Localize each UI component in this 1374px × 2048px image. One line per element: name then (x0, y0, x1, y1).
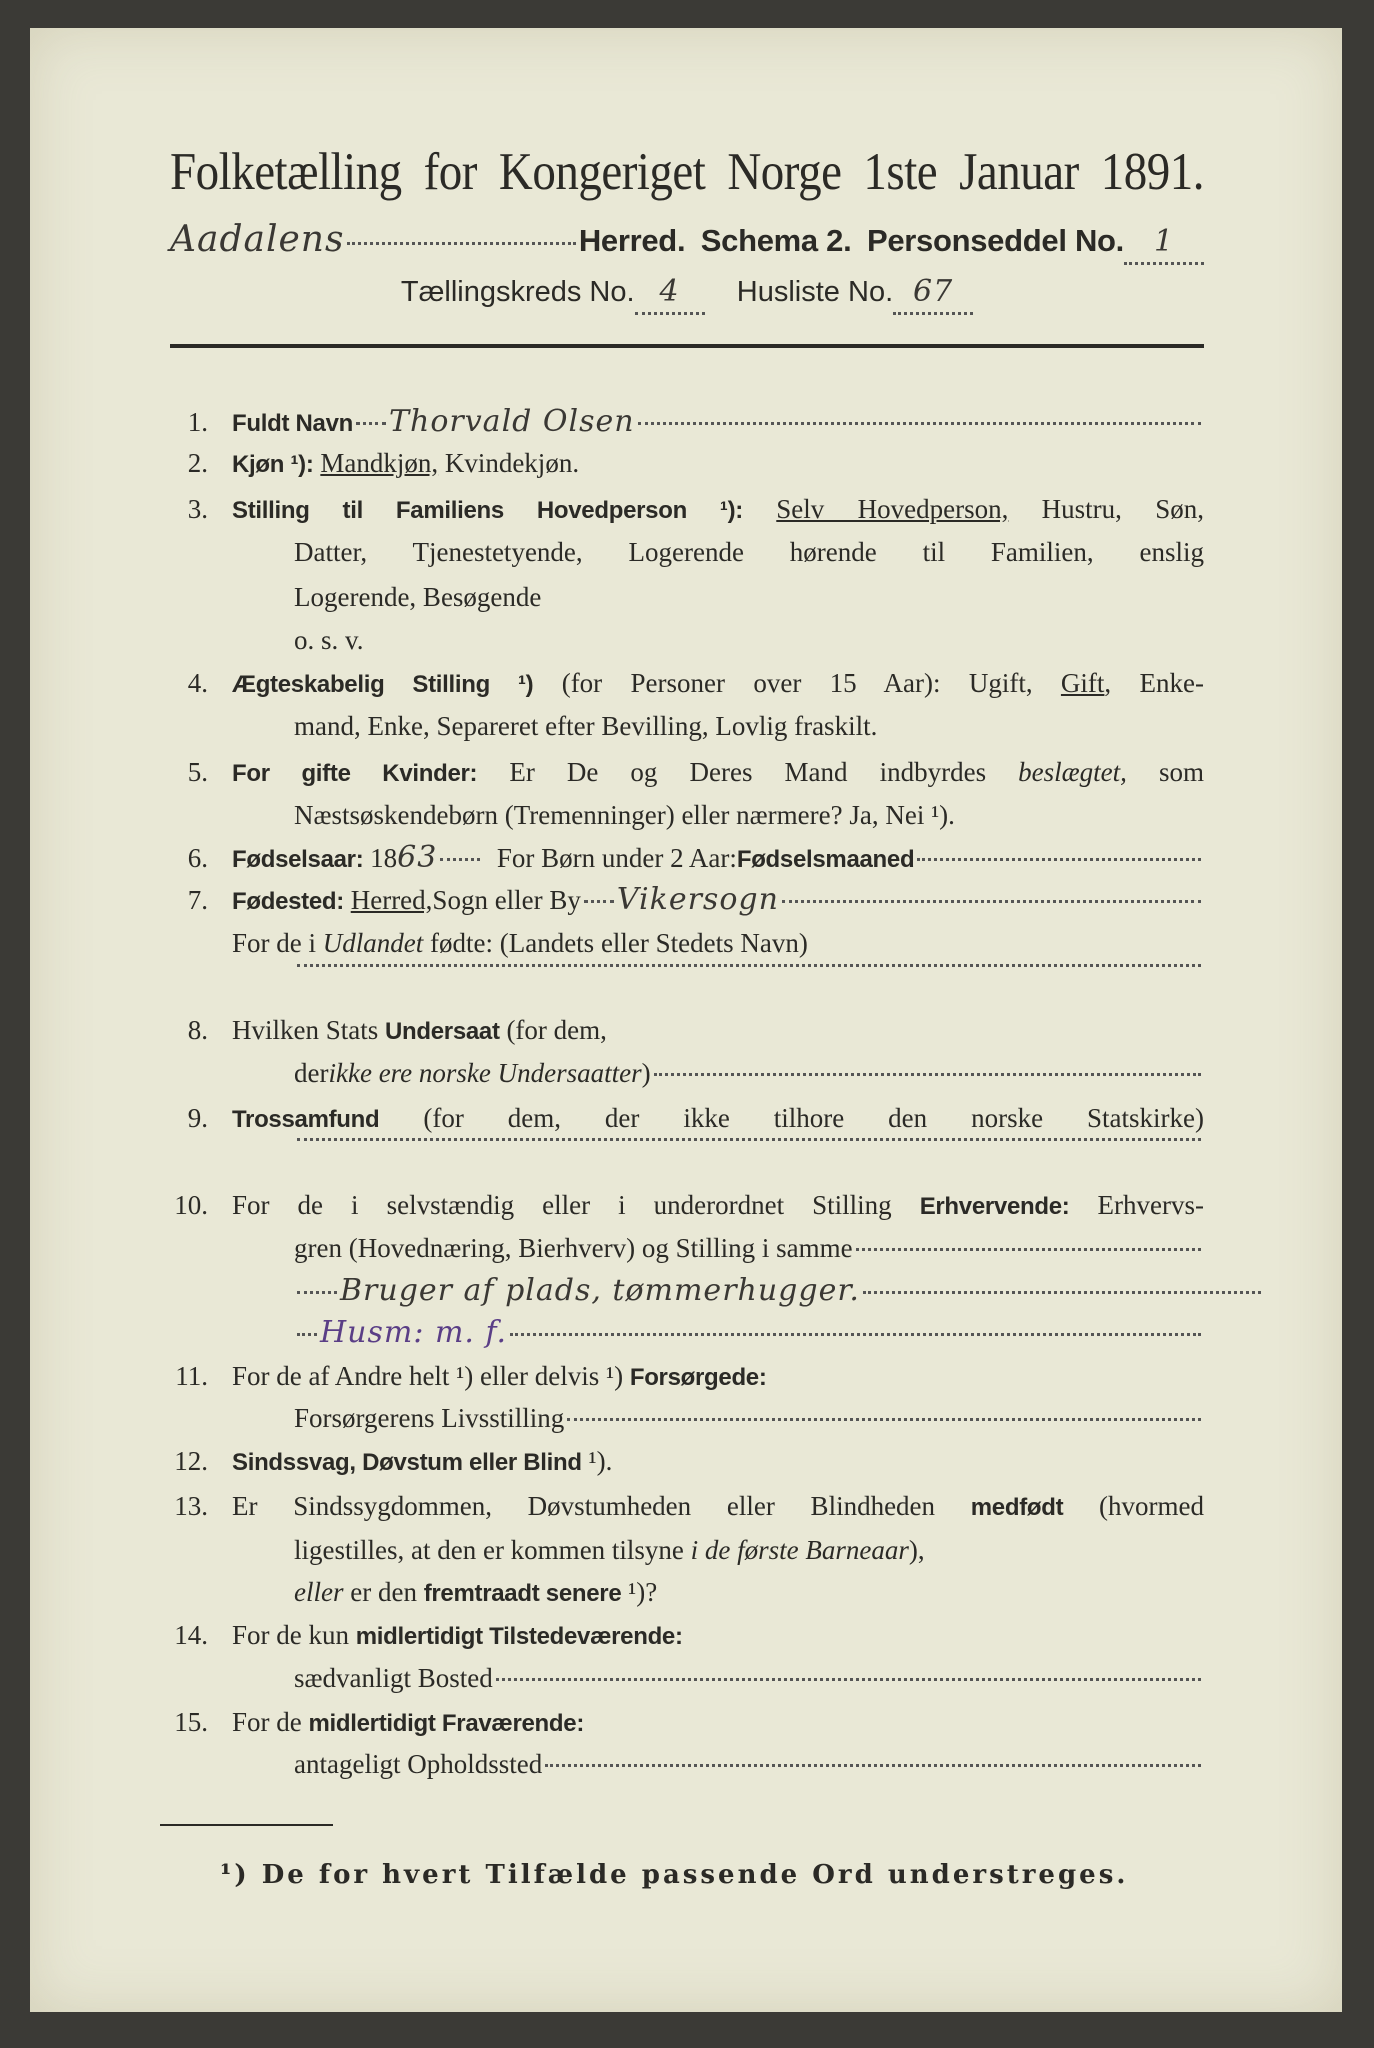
field-label: Trossamfund (232, 1106, 380, 1133)
item-number: 6. (187, 843, 208, 873)
question-text: som (1126, 757, 1205, 787)
footnote-rule (160, 1824, 333, 1826)
question-text: i de første Barneaar (690, 1535, 909, 1565)
option-selected: Mandkjøn, (320, 448, 439, 478)
question-text: For de kun (232, 1620, 356, 1650)
field-label: Sindssvag, Døvstum eller Blind (232, 1449, 582, 1476)
question-text: For de i selvstændig eller i underordnet Stilling (232, 1190, 920, 1220)
question-text: (hvormed (1063, 1491, 1205, 1521)
birth-year-value: 63 (397, 840, 438, 875)
field-label: medfødt (970, 1494, 1064, 1521)
item-number: 11. (175, 1361, 208, 1391)
question-text: Næstsøskendebørn (Tremenninger) eller nærmere? Ja, Nei ¹). (294, 800, 955, 830)
item-number: 15. (174, 1707, 208, 1737)
item-number: 13. (174, 1491, 208, 1521)
item-full-name (232, 405, 1204, 441)
kreds-value: 4 (635, 272, 705, 315)
dotted-leader (297, 1291, 337, 1294)
dotted-leader (496, 1678, 1201, 1681)
field-label: Undersaat (385, 1018, 500, 1045)
occupation-answer-1[interactable] (294, 1274, 1264, 1308)
husliste-value: 67 (893, 272, 973, 315)
occupation-line (294, 1231, 1204, 1265)
question-text: (for dem, der ikke tilhore den norske Statskirke) (379, 1103, 1204, 1133)
item-birthplace (232, 883, 1204, 919)
dotted-leader (863, 1291, 1261, 1294)
question-text: Erhvervs- (1069, 1190, 1204, 1220)
dotted-leader (297, 1138, 1201, 1141)
usual-residence-line (294, 1661, 1204, 1695)
field-label: Fuldt Navn (232, 410, 353, 437)
field-label: Fødselsaar: (232, 846, 364, 873)
municipality-value: Aadalens (170, 219, 345, 260)
header-line-1 (170, 220, 1204, 265)
item-temporarily-present (232, 1618, 1204, 1654)
item-number: 14. (174, 1620, 208, 1650)
options-text: (for Personer over 15 Aar): Ugift, (533, 668, 1061, 698)
question-text: For Børn under 2 Aar: (496, 843, 737, 873)
item-gender (232, 446, 1204, 482)
options-text: Hustru, Søn, (1008, 494, 1204, 524)
form-title: Folketælling for Kongeriget Norge 1ste Januar 1891. (170, 142, 1204, 202)
dotted-leader (567, 1418, 1201, 1421)
item-number: 12. (174, 1446, 208, 1476)
supporter-line (294, 1401, 1204, 1435)
item-religion (232, 1101, 1204, 1137)
question-text: antageligt Opholdssted (294, 1749, 543, 1779)
question-text: Hvilken Stats (232, 1015, 385, 1045)
item-marital-status (232, 666, 1204, 702)
congenital-line-3 (294, 1575, 1204, 1611)
field-label: midlertidigt Fraværende: (308, 1710, 585, 1737)
question-text: beslægtet, (1018, 757, 1127, 787)
item-occupation (232, 1188, 1204, 1224)
dotted-leader (297, 1333, 317, 1336)
field-label: Forsørgede: (629, 1364, 767, 1391)
herred-label: Herred. (578, 223, 686, 258)
item-number: 8. (187, 1015, 208, 1045)
question-text: ligestilles, at den er kommen tilsyne (294, 1535, 691, 1565)
question-text: der (294, 1058, 329, 1088)
dotted-leader (297, 964, 1201, 967)
item-number: 1. (187, 407, 208, 437)
question-text: ) (641, 1058, 651, 1088)
question-text: ikke ere norske Undersaatter (328, 1058, 642, 1088)
field-label: Ægteskabelig Stilling ¹) (232, 671, 534, 698)
item-disability (232, 1444, 1204, 1480)
item-temporarily-absent (232, 1705, 1204, 1741)
option-selected: Gift (1060, 668, 1105, 698)
item-number: 3. (187, 494, 208, 524)
options-text: Datter, Tjenestetyende, Logerende hørende til Familien, enslig (294, 537, 1204, 567)
option-selected: Selv Hovedperson, (776, 494, 1009, 524)
question-text: Er Sindssygdommen, Døvstumheden eller Blindheden (232, 1491, 971, 1521)
dotted-leader (638, 422, 1201, 425)
dotted-leader (347, 242, 575, 245)
question-text: Er De og Deres Mand indbyrdes (477, 757, 1019, 787)
field-label: fremtraadt senere (423, 1580, 622, 1607)
field-label: Stilling til Familiens Hovedperson ¹): (232, 497, 743, 524)
item-birthplace-abroad (232, 926, 1204, 960)
residence-line (294, 1747, 1204, 1781)
item-congenital (232, 1489, 1204, 1525)
congenital-line-2 (294, 1533, 1204, 1567)
husliste-label: Husliste No. (736, 276, 894, 308)
item-supported (232, 1359, 1204, 1395)
occupation-annotation: Husm: m. f. (320, 1315, 508, 1350)
occupation-answer-2[interactable] (294, 1316, 1204, 1350)
kreds-label: Tællingskreds No. (400, 276, 635, 308)
dotted-leader (584, 900, 614, 903)
dotted-leader (654, 1073, 1201, 1076)
item-citizenship (232, 1013, 1204, 1049)
header-rule (170, 344, 1204, 348)
item-number: 4. (187, 668, 208, 698)
abroad-answer-line[interactable] (294, 970, 1204, 973)
item-married-women (232, 755, 1204, 791)
footnote: ¹) De for hvert Tilfælde passende Ord understreges. (220, 1860, 1129, 1890)
schema-label: Schema 2. (700, 223, 852, 258)
option: Kvindekjøn. (438, 448, 580, 478)
field-label: midlertidigt Tilstedeværende: (355, 1623, 683, 1650)
occupation-value: Bruger af plads, tømmerhugger. (340, 1273, 860, 1308)
citizenship-line (294, 1056, 1204, 1090)
question-text: (for dem, (499, 1015, 607, 1045)
question-text: gren (Hovednæring, Bierhverv) og Stilling i samme (294, 1233, 853, 1263)
question-text: eller (294, 1577, 344, 1607)
question-text: For de (232, 1707, 309, 1737)
dotted-leader (917, 858, 1201, 861)
option-selected: Herred, (350, 885, 433, 915)
dotted-leader (856, 1248, 1201, 1251)
question-text: ¹)? (621, 1577, 658, 1607)
question-text: fødte: (Landets eller Stedets Navn) (423, 928, 808, 958)
field-label: Erhvervende: (919, 1193, 1070, 1220)
field-label: Kjøn ¹): (232, 451, 314, 478)
religion-answer-line[interactable] (294, 1144, 1204, 1147)
options-text: mand, Enke, Separeret efter Bevilling, Lovlig fraskilt. (294, 711, 878, 741)
dotted-leader (510, 1333, 1201, 1336)
options-text: Sogn eller By (432, 885, 581, 915)
question-text: For de af Andre helt ¹) eller delvis ¹) (232, 1361, 630, 1391)
field-label: For gifte Kvinder: (232, 760, 478, 787)
item-number: 2. (187, 448, 208, 478)
item-number: 9. (187, 1103, 208, 1133)
year-prefix: 18 (370, 843, 398, 873)
personseddel-value: 1 (1124, 222, 1204, 265)
item-birth-year (232, 841, 1204, 877)
options-text: Logerende, Besøgende (294, 582, 542, 612)
item-family-position (232, 492, 1204, 528)
personseddel-label: Personseddel No. (866, 223, 1124, 258)
question-text: Forsørgerens Livsstilling (294, 1403, 565, 1433)
options-text: o. s. v. (294, 625, 364, 655)
options-text: , Enke- (1104, 668, 1204, 698)
dotted-leader (356, 422, 386, 425)
question-text: For de i (232, 928, 323, 958)
header-line-2 (170, 272, 1204, 315)
dotted-leader (440, 858, 480, 861)
question-text: Udlandet (322, 928, 424, 958)
question-text: ), (908, 1535, 925, 1565)
question-text: er den (343, 1577, 424, 1607)
dotted-leader (545, 1764, 1201, 1767)
item-number: 5. (187, 757, 208, 787)
question-text: sædvanligt Bosted (294, 1663, 493, 1693)
item-number: 7. (187, 885, 208, 915)
field-label: Fødested: (232, 888, 344, 915)
birthplace-value: Vikersogn (616, 882, 779, 917)
item-number: 10. (174, 1190, 208, 1220)
question-text: ¹). (581, 1446, 613, 1476)
dotted-leader (782, 900, 1201, 903)
full-name-value: Thorvald Olsen (389, 404, 635, 439)
field-label: Fødselsmaaned (736, 846, 915, 873)
